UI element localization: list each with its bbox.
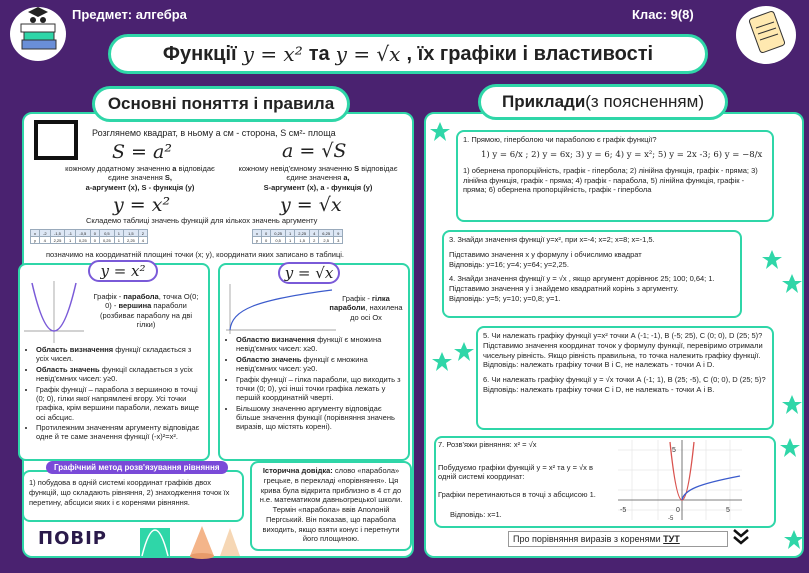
- ex5-answer: Відповідь: належать графіку точки В і С, не належать - точки А і D.: [483, 360, 715, 370]
- graph-tick-origin: 0: [676, 507, 680, 514]
- method-box: 1) побудова в одній системі координат графіків двох функцій, що складають рівняння, 2) знаходження точок їх перетину, абсциси яких і є коренями рівняння.: [22, 470, 244, 522]
- ex7-build: Побудуємо графіки функцій y = x² та y = √x в одній системі координат:: [438, 463, 593, 482]
- table-cell: 2: [310, 237, 319, 244]
- ex7-answer: Відповідь: х=1.: [450, 510, 502, 519]
- example-5-6: [476, 326, 774, 430]
- graph-tick-x-neg: -5: [620, 507, 627, 514]
- formula-y-sqrt-x: y = √x: [280, 194, 342, 216]
- root-desc: [326, 294, 406, 322]
- table-cell: 4: [310, 230, 319, 237]
- table-cell: 2,5: [319, 237, 334, 244]
- desc1-d: S,: [164, 173, 172, 183]
- table-cell: 2,25: [50, 237, 65, 244]
- ex1-question: 1. Прямою, гіперболою чи параболою є графік функції?: [463, 135, 657, 144]
- table-cell: 1,5: [123, 230, 138, 237]
- ex1-answer: 1) обернена пропорційність, графік - гіпербола; 2) лінійна функція, графік - пряма; 3) лінійна функція, графік - пряма; 4) графік - парабола, 5) лінійна функція, графік - пряма; 6) обернена пропорційність, графік - гіпербола: [463, 165, 758, 195]
- table-cell: 3: [334, 237, 343, 244]
- table-cell: -1: [65, 230, 76, 237]
- list-item: • Більшому значенню аргументу відповідає більше значення функції (порівняння значень виразів, що містять корені).: [236, 404, 406, 432]
- table-cell: 2,25: [295, 230, 310, 237]
- example-1: [456, 130, 774, 222]
- cone-illustration: [140, 524, 250, 560]
- table-cell: 2,25: [123, 237, 138, 244]
- ex3-hint: Підставимо значення х у формулу і обчислимо квадрат: [449, 249, 642, 259]
- p1-desc-b: парабола: [123, 292, 159, 301]
- right-pill-bold: Приклади: [502, 92, 586, 111]
- table-cell: 0,5: [271, 237, 286, 244]
- p1-desc-e: параболи (розбиває параболу на дві гілки): [99, 301, 193, 330]
- table-cell: -1,5: [50, 230, 65, 237]
- comparison-link[interactable]: ТУТ: [663, 534, 680, 544]
- formula-s-a2: S = a²: [112, 141, 172, 163]
- table-cell: 0: [90, 237, 99, 244]
- table-cell: 1: [65, 237, 76, 244]
- table-cell: 4: [40, 237, 51, 244]
- table-cell: 4: [138, 237, 147, 244]
- ex6-answer: Відповідь: належать графіку точки С і D, не належать - точки А і В.: [483, 384, 715, 394]
- table-cell: 1: [286, 237, 295, 244]
- points-caption: позначимо на координатній площині точки (х; у), координати яких записано в таблиці.: [46, 250, 345, 259]
- formula-a-sqrt-s: a = √S: [282, 140, 347, 162]
- table-cell: 1,5: [295, 237, 310, 244]
- star-icon: [454, 342, 474, 362]
- table-cell: x: [253, 230, 262, 237]
- table-caption: Складемо таблиці значень функцій для кількох значень аргументу: [86, 216, 318, 225]
- title-formula-1: y = x²: [242, 42, 303, 66]
- table-cell: y: [31, 237, 40, 244]
- table-cell: 1: [114, 230, 123, 237]
- ex7-question: 7. Розв'яжи рівняння: x² = √x: [438, 440, 537, 449]
- graph-tick-y-neg: -5: [668, 516, 674, 520]
- table-cell: y: [253, 237, 262, 244]
- list-item: • Область визначення функції складається з усіх чисел.: [36, 345, 206, 364]
- desc1-c: відповідає єдине значення: [108, 164, 215, 183]
- table-cell: -0,5: [75, 230, 90, 237]
- ex5-question: 5. Чи належать графіку функції у=х² точки А (-1; -1), В (-5; 25), С (0; 0), D (25; 5)?: [483, 331, 763, 340]
- table-cell: 2: [138, 230, 147, 237]
- chevron-down-icon[interactable]: [732, 527, 750, 547]
- parabola-graph: [24, 281, 84, 343]
- root-properties: [226, 335, 406, 433]
- card-parabola-formula: y = x²: [88, 260, 158, 282]
- list-item: • Протилежним значенням аргументу відповідає одне й те саме значення функції (-х)²=х².: [36, 423, 206, 442]
- star-icon: [762, 250, 782, 270]
- star-icon: [782, 395, 802, 415]
- title-prefix: Функції: [162, 42, 237, 65]
- parabola-desc: [92, 292, 200, 330]
- history-bold: Історична довідка:: [262, 466, 333, 475]
- desc2-b: S: [354, 164, 360, 173]
- p1-desc-d: вершина: [118, 301, 152, 311]
- p2-desc-b: гілка параболи: [329, 294, 390, 313]
- right-section-pill: [478, 84, 728, 120]
- star-icon: [430, 122, 450, 142]
- desc-square: [60, 164, 220, 192]
- title-formula-2: y = √x: [335, 42, 401, 66]
- desc-root: [238, 164, 398, 192]
- table-sqrt: [252, 229, 343, 244]
- star-icon: [780, 438, 800, 458]
- comparison-link-text: Про порівняння виразів з коренями: [513, 534, 664, 544]
- table-cell: x: [31, 230, 40, 237]
- table-cell: 0,25: [99, 237, 114, 244]
- books-icon: [8, 4, 68, 62]
- desc2-a: кожному невід'ємному значенню: [238, 164, 355, 173]
- page-title: [108, 34, 708, 74]
- table-cell: 0: [262, 237, 271, 244]
- square-figure: [34, 120, 78, 160]
- p2-desc-c: , нахилена до осі Ох: [350, 303, 403, 322]
- list-item: • Графік функції – гілка параболи, що виходить з точки (0; 0), усі інші точки графіка лежать у першій координатній чверті.: [236, 375, 406, 403]
- desc2-d: а,: [343, 173, 350, 183]
- comparison-link-box[interactable]: [508, 531, 728, 547]
- table-cell: 0,25: [271, 230, 286, 237]
- method-title: Графічний метод розв'язування рівняння: [46, 461, 228, 474]
- parabola-properties: [26, 345, 206, 443]
- clipboard-icon: [734, 4, 798, 66]
- desc2-c: відповідає єдине значення: [286, 164, 398, 183]
- ex5-hint: Підставимо значення координат точок у формулу функції, перевіримо отримали чисельну рівність. Якщо рівність правильна, то точка належить графіку функції.: [483, 340, 763, 360]
- ex7-graph: [618, 440, 742, 520]
- table-cell: 0,5: [99, 230, 114, 237]
- p1-desc-a: Графік -: [93, 292, 124, 301]
- table-cell: 6,25: [319, 230, 334, 237]
- table-row: [31, 230, 148, 237]
- table-row: [253, 230, 343, 237]
- p1-desc-c: , точка О(0; 0) -: [105, 292, 199, 311]
- table-cell: 0: [90, 230, 99, 237]
- table-cell: -2: [40, 230, 51, 237]
- subject-label: Предмет: алгебра: [72, 7, 187, 22]
- example-3-4: [442, 230, 742, 318]
- right-pill-rest: (з поясненням): [585, 92, 704, 111]
- star-icon: [432, 352, 452, 372]
- table-row: [253, 237, 343, 244]
- ex4-question: 4. Знайди значення функції y = √x , якщо аргумент дорівнює 25; 100; 0,64; 1.: [449, 274, 715, 284]
- formula-y-x2: y = x²: [113, 194, 171, 216]
- ex6-question: 6. Чи належать графіку функції y = √x точки А (-1; 1), В (25; -5), С (0; 0), D (25; 5)?: [483, 375, 766, 384]
- list-item: • Область значень функції складається з усіх невід'ємних чисел: у≥0.: [36, 365, 206, 384]
- list-item: • Графік функції – парабола з вершиною в точці (0; 0), гілки якої напрямлені вгору. Усі точки графіка, крім вершини параболи, лежать вище осі абсцис.: [36, 385, 206, 423]
- desc1-b: а: [172, 164, 177, 173]
- brand-logo: ПОВІР: [34, 528, 111, 549]
- graph-tick-y-pos: 5: [672, 447, 676, 454]
- table-cell: 0,25: [75, 237, 90, 244]
- ex3-question: 3. Знайди значення функції у=х², при х=-4; х=2; х=8; х=-1,5.: [449, 235, 655, 244]
- p2-desc-a: Графік -: [342, 294, 372, 303]
- table-cell: 9: [334, 230, 343, 237]
- history-text: слово «парабола» грецьке, в перекладі «порівняння». Ця крива була відкрита приблизно в 4 ст до н.е. математиком давньогрецької школи. Термін «парабола» ввів Аполоній Пергський. Він показав, що парабола виходить, якщо взяти конус і перетнути його площиною.: [259, 466, 403, 544]
- title-and: та: [308, 42, 330, 65]
- ex4-answer: Відповідь: у=5; у=10; у=0,8; у=1.: [449, 293, 561, 303]
- graph-tick-x-pos: 5: [726, 507, 730, 514]
- table-x2: [30, 229, 148, 244]
- card-root-formula: y = √x: [278, 262, 340, 284]
- table-cell: 0: [262, 230, 271, 237]
- history-box: [250, 461, 412, 551]
- desc2-e: S-аргумент (х), а - функція (у): [263, 182, 373, 192]
- desc1-a: кожному додатному значенню: [65, 164, 173, 173]
- grade-label: Клас: 9(8): [632, 7, 694, 22]
- ex7-intersect: Графіки перетинаються в точці з абсцисою 1.: [438, 490, 596, 499]
- list-item: • Областю визначення функції є множина невід'ємних чисел: х≥0.: [236, 335, 406, 354]
- left-section-pill: Основні поняття і правила: [92, 86, 350, 122]
- title-suffix: , їх графіки і властивості: [406, 42, 654, 65]
- star-icon: [784, 530, 804, 550]
- intro-text: Розглянемо квадрат, в ньому а см - сторона, S см²- площа: [92, 128, 336, 138]
- ex4-hint: Підставимо значення у і знайдемо квадратний корінь з аргументу.: [449, 284, 679, 293]
- table-cell: 1: [286, 230, 295, 237]
- list-item: • Областю значень функції є множина невід'ємних чисел: у≥0.: [236, 355, 406, 374]
- ex3-answer: Відповідь: у=16; у=4; у=64; у=2,25.: [449, 259, 569, 269]
- root-graph: [224, 284, 336, 334]
- table-row: [31, 237, 148, 244]
- star-icon: [782, 274, 802, 294]
- ex1-items: 1) y = 6/x ; 2) y = 6x; 3) y = 6; 4) y = x²; 5) y = 2x -3; 6) y = −8/x: [481, 149, 763, 160]
- table-cell: 1: [114, 237, 123, 244]
- desc1-e: а-аргумент (х), S - функція (у): [85, 182, 195, 192]
